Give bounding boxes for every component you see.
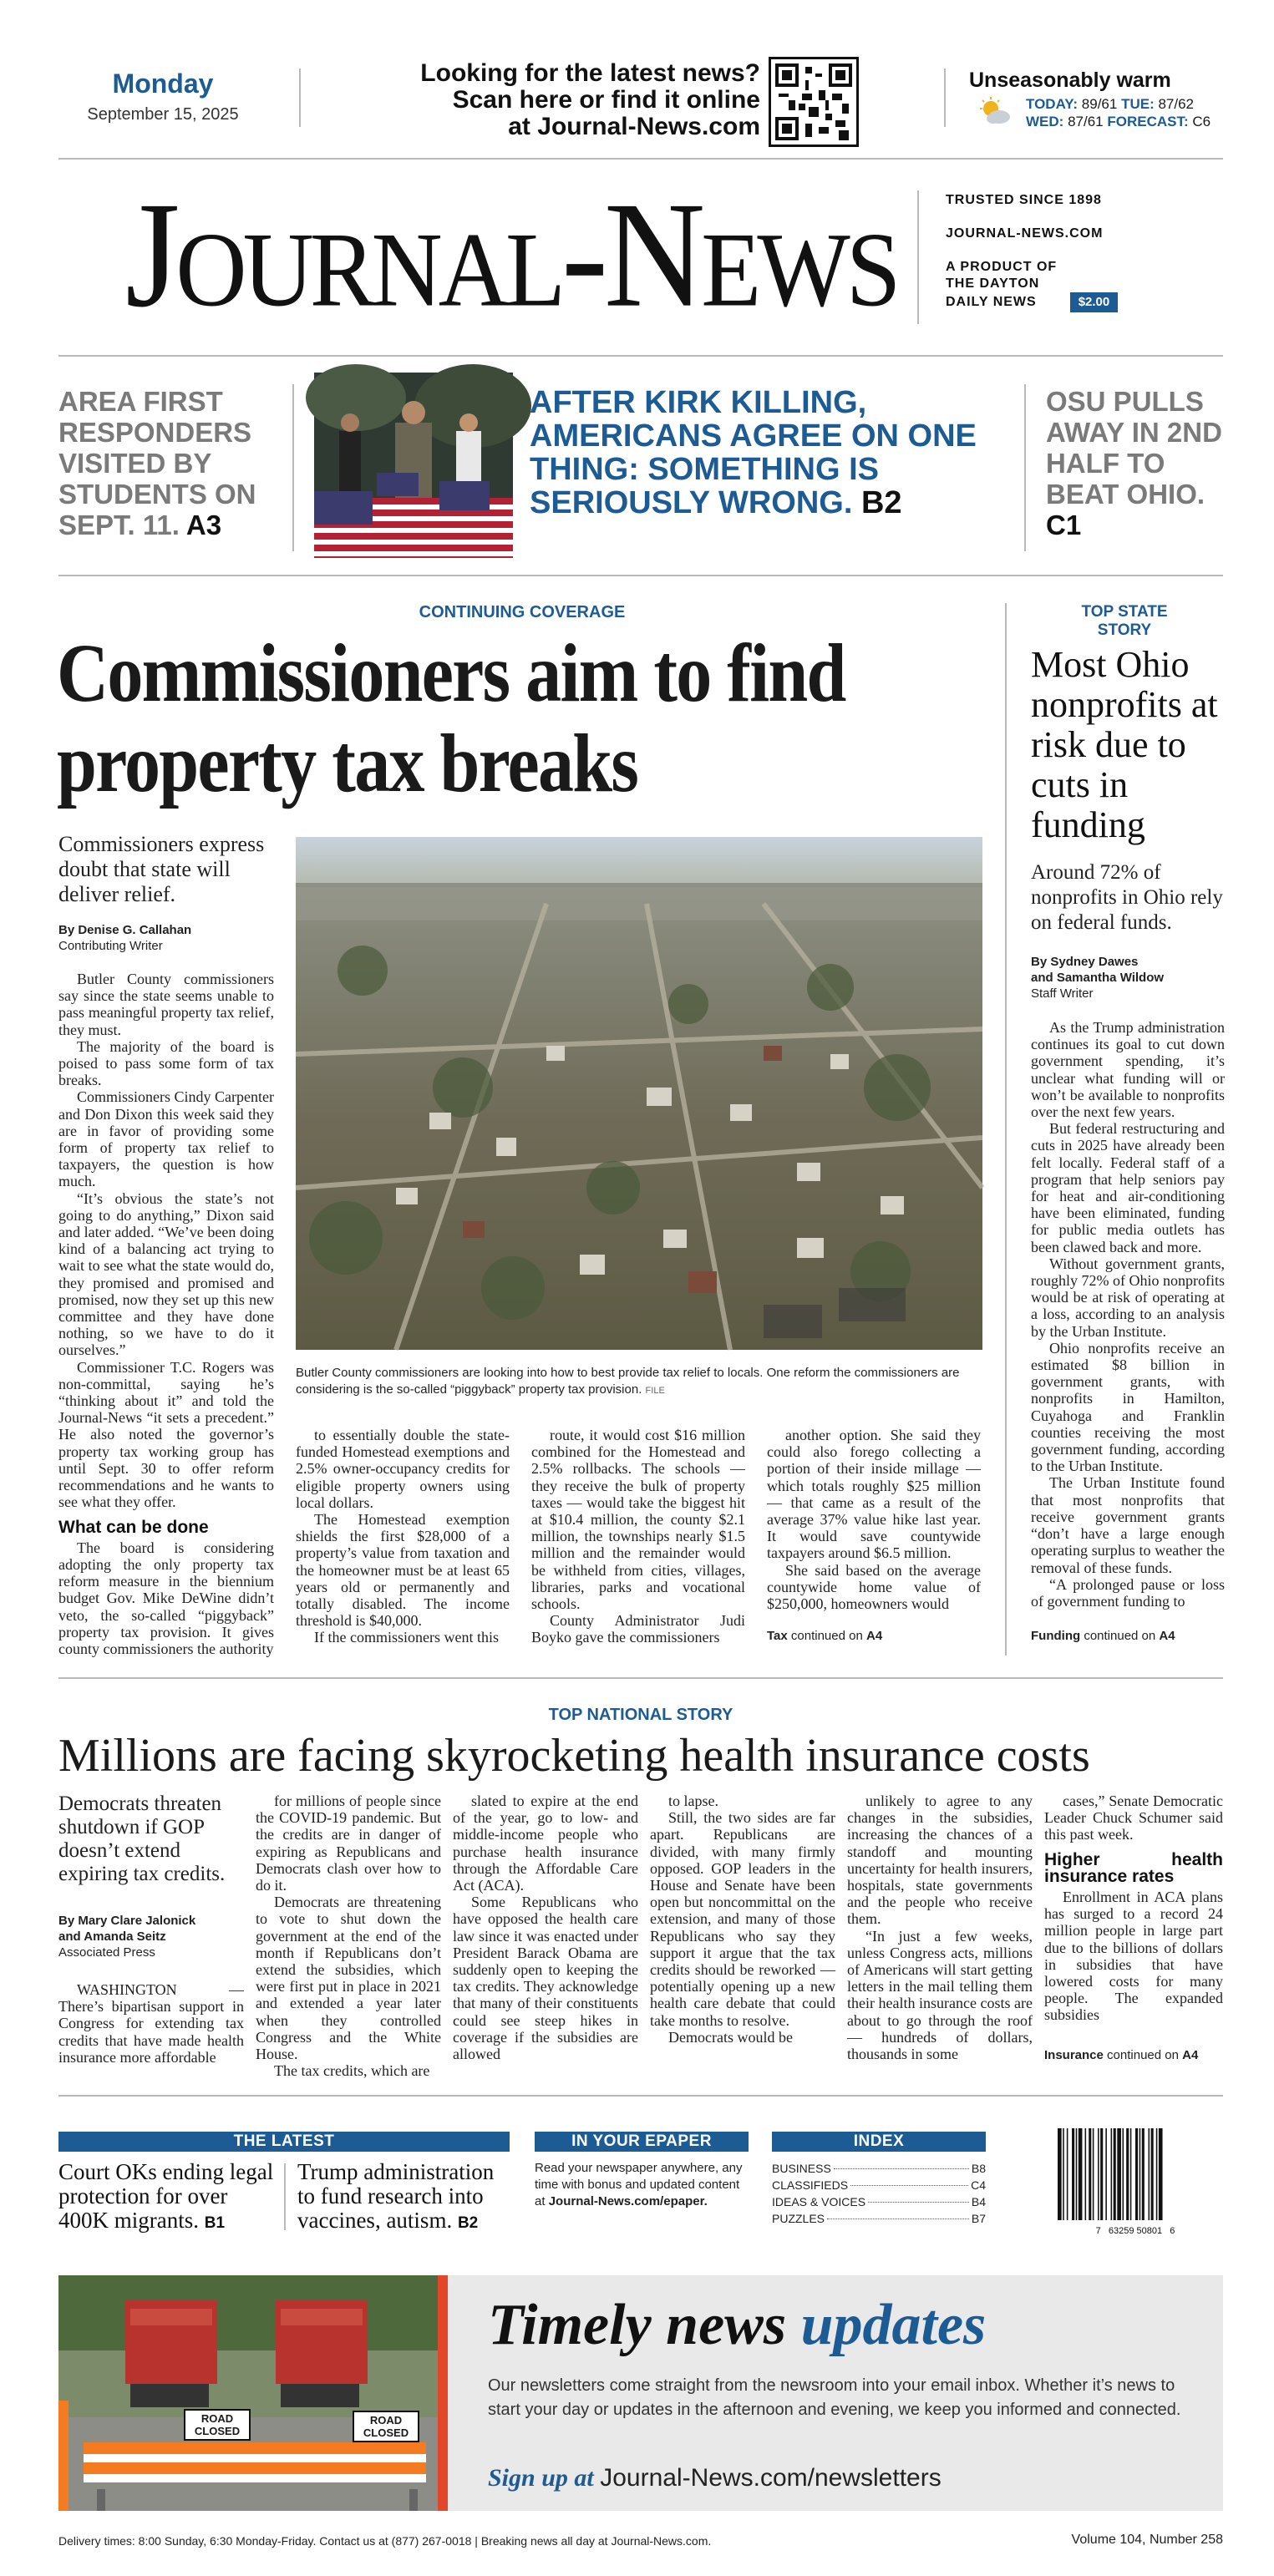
promo-cta[interactable]	[488, 2464, 1206, 2492]
national-headline[interactable]: Millions are facing skyrocketing health insurance costs	[58, 1730, 1090, 1782]
latest-item-2[interactable]	[297, 2160, 511, 2235]
paragraph: route, it would cost $16 million combined for the Homestead and 2.5% rollbacks. The schools — they receive the bulk of property taxes — would take the biggest hit at $10.4 million, the county $2.1 million, the townships nearly $1.5 million and the remainder would be withheld from cities, villages, libraries, parks and vocational schools.	[531, 1427, 745, 1613]
national-byline	[58, 1913, 244, 1960]
road-closed-sign: ROAD CLOSED	[353, 2411, 419, 2442]
subhead: What can be done	[58, 1517, 209, 1537]
epaper-body: Read your newspaper anywhere, any time with bonus and updated content at	[535, 2161, 743, 2208]
promo-title-part: updates	[800, 2293, 987, 2357]
index-row[interactable]	[772, 2193, 986, 2210]
product-line: THE DAYTON	[946, 276, 1040, 291]
divider	[58, 158, 1223, 160]
byline-name: By Mary Clare Jalonick	[58, 1914, 196, 1928]
weather-title: Unseasonably warm	[969, 68, 1171, 92]
sidebar-kicker	[1028, 603, 1221, 640]
paragraph: another option. She said they could also forego collecting a portion of their inside millage — which totals roughly $25 million — that came as a result of the average 37% value hike last year. It would save countywide taxpayers around $6.5 million.	[767, 1427, 981, 1562]
barcode-bar	[1085, 2128, 1087, 2220]
index-leader	[868, 2202, 969, 2203]
byline-name: By Denise G. Callahan	[58, 923, 192, 937]
masthead-title[interactable]: Journal-News	[125, 170, 897, 339]
byline-role: Staff Writer	[1031, 986, 1094, 1001]
teaser-left[interactable]	[58, 386, 284, 540]
index-page: B4	[971, 2195, 986, 2208]
index-leader	[834, 2168, 969, 2169]
index-row[interactable]	[772, 2210, 986, 2227]
kicker-line: STORY	[1097, 621, 1152, 639]
weather-line2	[1026, 113, 1211, 130]
paragraph: to lapse.	[668, 1793, 718, 1809]
national-column-6	[1044, 1793, 1223, 2036]
barcode-bar	[1159, 2128, 1163, 2220]
lead-caption	[296, 1365, 982, 1399]
paragraph: Commissioner T.C. Rogers was non-committal, saying he’s “thinking about it” and told the Journal-News “it sets a precedent.” He also noted the governor’s property tax working group has until Sept. 30 to offer reform recommendations and he wants to see what they offer.	[58, 1358, 274, 1511]
barcode-bar	[1089, 2128, 1091, 2220]
divider	[58, 575, 1223, 576]
barcode-bar	[1058, 2128, 1062, 2220]
paragraph: unlikely to agree to any changes in the subsidies, increasing the chances of a standoff and mounting uncertainty for health insurers, hospitals, state governments and the people who receive them.	[847, 1793, 1033, 1928]
barcode-bar	[1130, 2128, 1132, 2220]
promo-photo	[58, 2275, 448, 2511]
paragraph: The Homestead exemption shields the first $28,000 of a property’s value from taxation and the homeowner must be at least 65 years old or permanently and totally disabled. The income threshold is $40,000.	[296, 1511, 510, 1630]
barcode-bar	[1079, 2128, 1083, 2220]
continued-text: continued on	[1107, 2048, 1179, 2062]
latest-page: B1	[204, 2214, 226, 2232]
divider	[944, 68, 946, 127]
national-column-3	[453, 1793, 638, 2068]
continued-page: A4	[865, 1629, 883, 1643]
paragraph: Democrats are threatening to vote to shut down the government at the end of the month if Republicans don’t extend the subsidies, which were first put in place in 2021 and extended a year later when they controlled Congress and the White House.	[256, 1894, 441, 2063]
divider	[917, 190, 919, 324]
divider	[58, 355, 1223, 357]
barcode-bar	[1098, 2128, 1099, 2220]
sidebar-column	[1031, 1019, 1225, 1609]
divider	[1005, 603, 1007, 1656]
barcode-bar	[1149, 2128, 1150, 2220]
product-line: A PRODUCT OF	[946, 260, 1058, 274]
promo-title-part: Timely news	[488, 2293, 787, 2357]
paragraph: Enrollment in ACA plans has surged to a record 24 million people in large part due to the billions of dollars in subsidies that have lowered costs for many people. The expanded subsidies	[1044, 1889, 1223, 2024]
weather-label: FORECAST:	[1107, 114, 1189, 129]
teaser-page: A3	[185, 510, 222, 540]
latest-page: B2	[457, 2214, 479, 2232]
weather-value: 89/61	[1081, 96, 1118, 112]
sidebar-headline[interactable]: Most Ohio nonprofits at risk due to cuts in funding	[1031, 644, 1218, 845]
barcode-bar	[1063, 2128, 1064, 2220]
barcode-bar	[1072, 2128, 1074, 2220]
footer-volume: Volume 104, Number 258	[1071, 2533, 1223, 2547]
byline-name: By Sydney Dawes	[1031, 955, 1139, 969]
paragraph: The majority of the board is poised to pass some form of tax breaks.	[58, 1037, 274, 1089]
trusted-since: TRUSTED SINCE 1898	[946, 193, 1102, 207]
byline-role: Contributing Writer	[58, 939, 163, 953]
masthead-info	[946, 192, 1213, 312]
teaser-page: C1	[1046, 510, 1082, 540]
national-continued[interactable]	[1044, 2048, 1223, 2062]
footer-delivery: Delivery times: 8:00 Sunday, 6:30 Monday-Friday. Contact us at (877) 267-0018 | Breaking news all day at Journal-News.com.	[58, 2534, 712, 2548]
barcode-digits: 7 63259 50801 6	[1095, 2226, 1175, 2236]
paragraph: Some Republicans who have opposed the health care law since it was enacted under President Barack Obama are suddenly open to keeping the tax credits. They acknowledge that many of their constituents could see steep hikes in coverage if the subsidies are allowed	[453, 1894, 638, 2063]
paragraph: cases,” Senate Democratic Leader Chuck Schumer said this past week.	[1044, 1793, 1223, 1843]
divider	[299, 68, 301, 127]
teaser-right[interactable]	[1046, 386, 1230, 540]
weather-value: 87/62	[1158, 96, 1195, 112]
index-label: BUSINESS	[772, 2162, 831, 2175]
paragraph: As the Trump administration continues its goal to cut down government spending, it’s unclear what funding will or won’t be available to nonprofits over the next few years.	[1031, 1019, 1225, 1121]
price-badge: $2.00	[1070, 292, 1119, 312]
lead-photo[interactable]	[296, 837, 982, 1350]
barcode-bar	[1126, 2128, 1129, 2220]
lead-continued[interactable]	[767, 1629, 981, 1643]
barcode-bar	[1076, 2128, 1078, 2220]
epaper-text[interactable]	[535, 2160, 749, 2210]
latest-item-1[interactable]	[58, 2160, 276, 2235]
paragraph: County Administrator Judi Boyko gave the commissioners	[531, 1612, 745, 1646]
barcode-bar	[1114, 2128, 1116, 2220]
paragraph: The Urban Institute found that most nonprofits that receive government grants “don’t have a large enough operating surplus to weather the removal of these funds.	[1031, 1474, 1225, 1576]
lead-headline[interactable]: Commissioners aim to find property tax breaks	[57, 626, 845, 809]
teaser-text: OSU PULLS AWAY IN 2ND HALF TO BEAT OHIO.	[1046, 386, 1222, 510]
lead-column-4	[767, 1427, 981, 1613]
teaser-page: B2	[860, 485, 902, 520]
index-page: C4	[971, 2178, 986, 2192]
teaser-text: AREA FIRST RESPONDERS VISITED BY STUDENTS ON SEPT. 11.	[58, 386, 256, 540]
promo-body: Our newsletters come straight from the newsroom into your email inbox. Whether it’s news to start your day or updates in the afternoon and evening, we keep you informed and connected.	[488, 2376, 1181, 2419]
national-column-4	[650, 1793, 835, 2068]
lead-column-1	[58, 971, 274, 1657]
promo-title	[488, 2292, 1206, 2359]
continued-word: Funding	[1031, 1629, 1081, 1643]
barcode-bar	[1123, 2128, 1124, 2220]
latest-text: Court OKs ending legal protection for over 400K migrants.	[58, 2159, 274, 2233]
barcode-bar	[1093, 2128, 1094, 2220]
paragraph: The tax credits, which are	[274, 2062, 430, 2080]
paragraph: “In just a few weeks, unless Congress acts, millions of Americans will start getting letters in the mail telling them their health insurance costs are about to go through the roof — hundreds of dollars, thousands in some	[847, 1927, 1033, 2063]
index-leader	[850, 2185, 968, 2186]
lead-byline	[58, 922, 276, 954]
promo-line: Looking for the latest news?	[420, 59, 760, 87]
barcode-bar	[1111, 2128, 1113, 2220]
aerial-neighborhood-image	[296, 837, 982, 1350]
weather-label: WED:	[1026, 114, 1064, 129]
lead-column-3	[531, 1427, 745, 1646]
barcode-bar	[1135, 2128, 1138, 2220]
national-deck: Democrats threaten shutdown if GOP doesn’t extend expiring tax credits.	[58, 1793, 226, 1885]
continued-page: A4	[1182, 2048, 1199, 2062]
index-page: B7	[971, 2212, 986, 2225]
barcode-bar	[1067, 2128, 1068, 2220]
paragraph: Without government grants, roughly 72% of Ohio nonprofits would be at risk of operating at a loss, according to an analysis by the Urban Institute.	[1031, 1255, 1225, 1340]
paragraph: She said based on the average countywide home value of $250,000, homeowners would	[767, 1561, 981, 1613]
byline-role: Associated Press	[58, 1945, 155, 1960]
product-line: DAILY NEWS	[946, 295, 1037, 309]
national-column-5	[847, 1793, 1033, 2068]
paragraph: for millions of people since the COVID-19 pandemic. But the credits are in danger of expiring as Republicans and Democrats clash over how to do it.	[256, 1793, 441, 1894]
barcode-bar	[1105, 2128, 1107, 2220]
weather-label: TUE:	[1121, 96, 1155, 112]
latest-text: Trump administration to fund research into vaccines, autism.	[297, 2159, 495, 2233]
continued-word: Tax	[767, 1629, 788, 1643]
national-column-1	[58, 1981, 244, 2068]
paragraph: But federal restructuring and cuts in 2025 have already been felt locally. Federal staff of a program that help seniors pay for heat and air-conditioning have been eliminated, funding for public media outlets has been clawed back and more.	[1031, 1120, 1225, 1255]
qr-code[interactable]	[769, 57, 859, 147]
caption-credit: FILE	[645, 1386, 665, 1396]
sidebar-byline	[1031, 954, 1226, 1001]
road-closed-sign: ROAD CLOSED	[184, 2409, 251, 2441]
paragraph: Still, the two sides are far apart. Republicans are divided, with many firmly opposed. GOP leaders in the House and Senate have been open but noncommittal on the extension, and many of those Republicans who say they support it argue that the tax credits should be reworked — potentially opening up a new health care debate that could take months to resolve.	[650, 1809, 835, 2029]
lead-column-2	[296, 1427, 510, 1646]
barcode-bar	[1142, 2128, 1145, 2220]
barcode	[1056, 2128, 1215, 2237]
paragraph: Democrats would be	[668, 2028, 793, 2046]
header-day: Monday	[112, 68, 214, 99]
paragraph: to essentially double the state-funded Homestead exemptions and 2.5% owner-occupancy credits for eligible property owners using local dollars.	[296, 1427, 510, 1511]
divider	[292, 384, 294, 551]
index-row[interactable]	[772, 2160, 986, 2177]
barcode-bar	[1156, 2128, 1158, 2220]
teaser-text: AFTER KIRK KILLING, AMERICANS AGREE ON ONE THING: SOMETHING IS SERIOUSLY WRONG.	[530, 385, 977, 520]
latest-header: THE LATEST	[58, 2132, 510, 2152]
weather-label: TODAY:	[1026, 96, 1079, 112]
barcode-bar	[1100, 2128, 1103, 2220]
continued-text: continued on	[790, 1629, 863, 1643]
continued-text: continued on	[1084, 1629, 1156, 1643]
byline-name: and Samantha Wildow	[1031, 971, 1165, 985]
index-list	[772, 2160, 986, 2227]
paragraph: Ohio nonprofits receive an estimated $8 billion in government grants, with nonprofits in Hamilton, Cuyahoga and Franklin counties receiving the most government funding, according to the Urban Institute.	[1031, 1339, 1225, 1475]
epaper-header: IN YOUR EPAPER	[535, 2132, 749, 2152]
barcode-bar	[1151, 2128, 1154, 2220]
divider	[1024, 384, 1026, 551]
national-kicker: TOP NATIONAL STORY	[548, 1706, 733, 1724]
paragraph: WASHINGTON — There’s bipartisan support in Congress for extending tax credits that have made health insurance more affordable	[58, 1981, 244, 2066]
national-column-2	[256, 1793, 441, 2080]
paragraph: slated to expire at the end of the year, go to low- and middle-income people who purchase health insurance through the Affordable Care Act (ACA).	[453, 1793, 638, 1894]
continued-word: Insurance	[1044, 2048, 1104, 2062]
kicker-line: TOP STATE	[1081, 603, 1168, 621]
weather-line1	[1026, 95, 1194, 113]
paragraph: Commissioners Cindy Carpenter and Don Dixon this week said they are in favor of providing some form of property tax relief to taxpayers, the question is how much.	[58, 1088, 274, 1190]
barcode-bar	[1117, 2128, 1121, 2220]
index-label: IDEAS & VOICES	[772, 2195, 866, 2208]
teaser-photo[interactable]	[314, 373, 513, 558]
sun-cloud-icon	[977, 97, 1013, 125]
paragraph: “A prolonged pause or loss of government funding to	[1031, 1575, 1225, 1610]
website[interactable]: JOURNAL-NEWS.COM	[946, 226, 1104, 241]
index-header: INDEX	[772, 2132, 986, 2152]
caption-text: Butler County commissioners are looking into how to best provide tax relief to locals. One reform the commissioners are considering is the so-called “piggyback” property tax provision.	[296, 1366, 960, 1397]
divider	[284, 2163, 286, 2230]
index-row[interactable]	[772, 2177, 986, 2193]
divider	[58, 2095, 1223, 2097]
header-date: September 15, 2025	[87, 105, 239, 124]
paragraph: If the commissioners went this	[314, 1629, 499, 1646]
promo-line: at Journal-News.com	[508, 113, 760, 140]
sidebar-deck: Around 72% of nonprofits in Ohio rely on federal funds.	[1031, 861, 1223, 934]
epaper-link[interactable]: Journal-News.com/epaper.	[548, 2194, 708, 2208]
byline-name: and Amanda Seitz	[58, 1929, 166, 1944]
index-label: PUZZLES	[772, 2212, 825, 2225]
index-page: B8	[971, 2162, 986, 2175]
qr-icon	[775, 63, 852, 140]
cta-bold: Sign up at	[488, 2464, 594, 2492]
subhead: Higher health insurance rates	[1044, 1849, 1223, 1886]
teaser-center[interactable]	[530, 386, 1014, 520]
lead-deck: Commissioners express doubt that state will deliver relief.	[58, 832, 265, 906]
weather-value: 87/61	[1068, 114, 1104, 129]
index-label: CLASSIFIEDS	[772, 2178, 849, 2192]
paragraph: “It’s obvious the state’s not going to do anything,” Dixon said and later added. “We’ve been doing kind of a balancing act trying to wait to see what the state would do, they promised and promised and promised, now they set up this new committee and they have done nothing, so we have to do it ourselves.”	[58, 1189, 274, 1359]
promo-line: Scan here or find it online	[452, 86, 760, 114]
paragraph: Butler County commissioners say since the state seems unable to pass meaningful property tax relief, they must.	[58, 971, 274, 1038]
divider	[58, 1677, 1223, 1679]
promo-scan[interactable]	[343, 60, 760, 140]
paragraph: The board is considering adopting the only property tax reform measure in the biennium budget Gov. Mike DeWine didn’t veto, the so-called “piggyback” property tax provision. It gives county commissioners the authority	[58, 1539, 274, 1657]
newsletter-promo[interactable]	[58, 2275, 1223, 2511]
continued-page: A4	[1159, 1629, 1175, 1643]
sidebar-continued[interactable]	[1031, 1629, 1225, 1643]
cta-url[interactable]: Journal-News.com/newsletters	[600, 2464, 942, 2492]
weather-value: C6	[1192, 114, 1211, 129]
barcode-bar	[1139, 2128, 1141, 2220]
barcode-icon	[1056, 2128, 1215, 2222]
lead-kicker: CONTINUING COVERAGE	[419, 603, 626, 621]
